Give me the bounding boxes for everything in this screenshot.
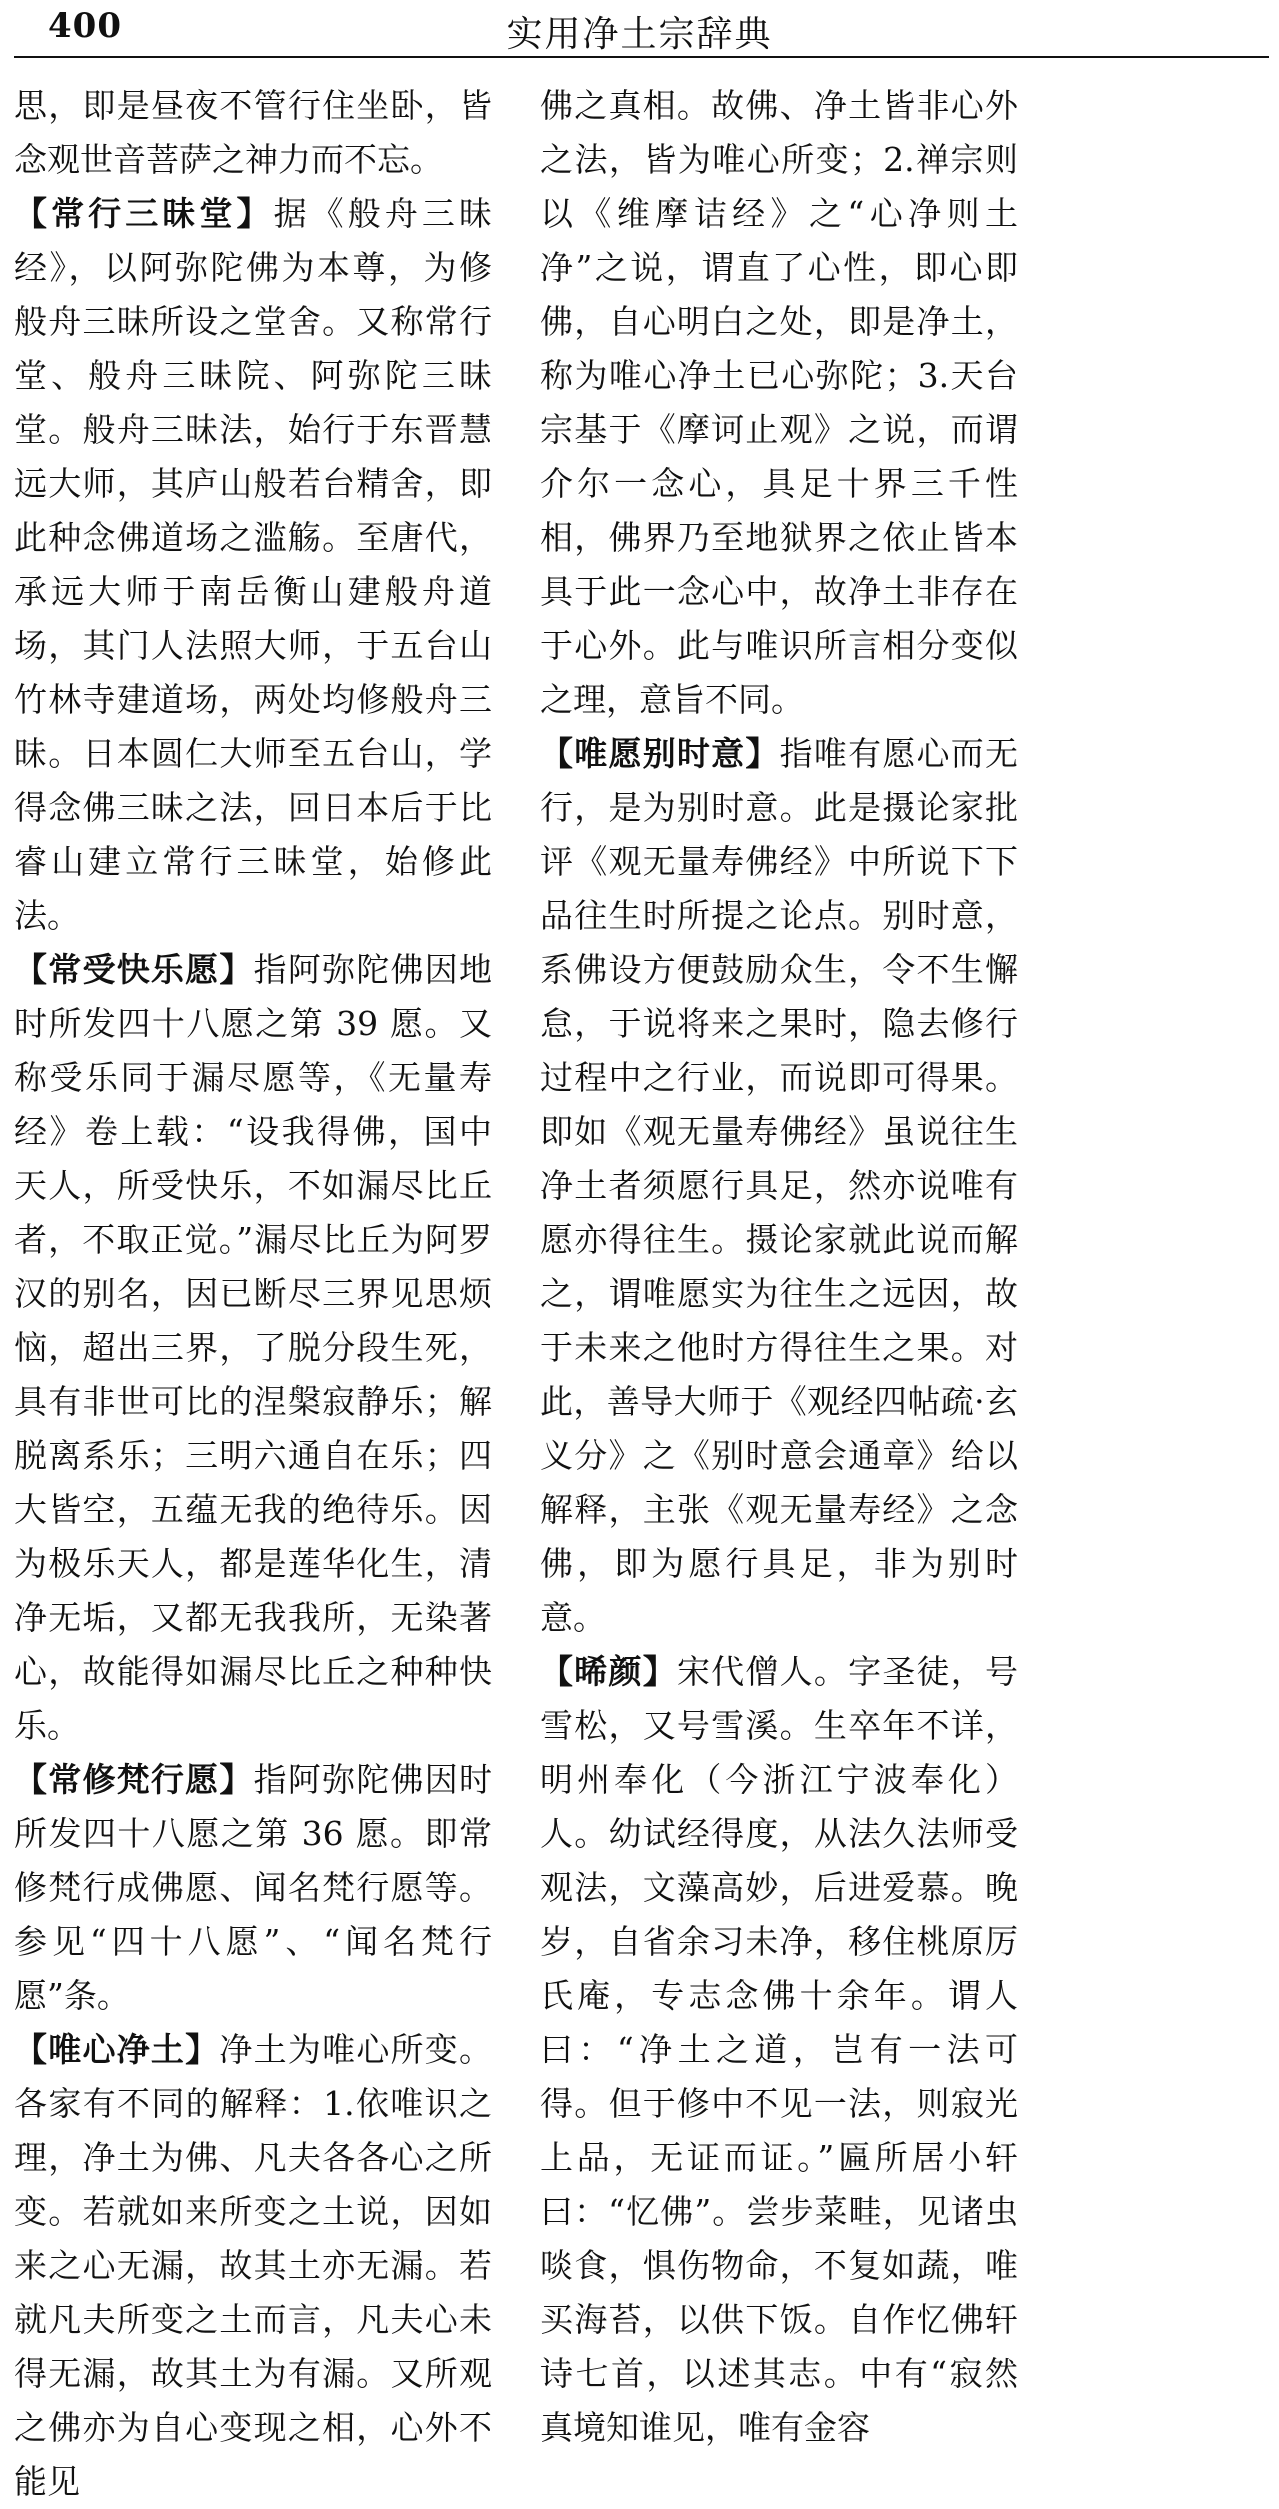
entry-text: 佛之真相。故佛、净土皆非心外之法，皆为唯心所变；2.禅宗则以《维摩诘经》之“心净则土净”之说，谓直了心性，即心即佛，自心明白之处，即是净土，称为唯心净土已心弥陀；3.天台宗基于《摩诃止观》之说，而谓介尔一念心，具足十界三千性相，佛界乃至地狱界之依止皆本具于此一念心中，故净土非存在于心外。此与唯识所言相分变似之理，意旨不同。 [540, 86, 1018, 719]
entry-headword: 【常修梵行愿】 [14, 1760, 254, 1799]
entry-text: 据《般舟三昧经》，以阿弥陀佛为本尊，为修般舟三昧所设之堂舍。又称常行堂、般舟三昧院、阿弥陀三昧堂。般舟三昧法，始行于东晋慧远大师，其庐山般若台精舍，即此种念佛道场之滥觞。至唐代，承远大师于南岳衡山建般舟道场，其门人法照大师，于五台山竹林寺建道场，两处均修般舟三昧。日本圆仁大师至五台山，学得念佛三昧之法，回日本后于比睿山建立常行三昧堂，始修此法。 [14, 194, 493, 935]
running-title: 实用净土宗辞典 [506, 14, 773, 55]
entry [14, 187, 492, 943]
entry-headword: 【晞颜】 [540, 1652, 677, 1691]
right-column [540, 79, 1018, 2455]
entry [540, 727, 1018, 1645]
entry-headword: 【常行三昧堂】 [14, 194, 274, 233]
entry-text: 指阿弥陀佛因地时所发四十八愿之第 39 愿。又称受乐同于漏尽愿等，《无量寿经》卷上载：“设我得佛，国中天人，所受快乐，不如漏尽比丘者，不取正觉。”漏尽比丘为阿罗汉的别名，因已断尽三界见思烦恼，超出三界，了脱分段生死，具有非世可比的涅槃寂静乐；解脱离系乐；三明六通自在乐；四大皆空，五蕴无我的绝待乐。因为极乐天人，都是莲华化生，清净无垢，又都无我我所，无染著心，故能得如漏尽比丘之种种快乐。 [14, 950, 493, 1745]
entry-text: 思，即是昼夜不管行住坐卧，皆念观世音菩萨之神力而不忘。 [14, 86, 492, 179]
entry-continuation [540, 79, 1018, 727]
page-header [0, 0, 1279, 62]
entry [540, 1645, 1018, 2455]
entry-text: 指唯有愿心而无行，是为别时意。此是摄论家批评《观无量寿佛经》中所说下下品往生时所提之论点。别时意，系佛设方便鼓励众生，令不生懈怠，于说将来之果时，隐去修行过程中之行业，而说即可得果。即如《观无量寿佛经》虽说往生净土者须愿行具足，然亦说唯有愿亦得往生。摄论家就此说而解之，谓唯愿实为往生之远因，故于未来之他时方得往生之果。对此，善导大师于《观经四帖疏·玄义分》之《别时意会通章》给以解释，主张《观无量寿经》之念佛，即为愿行具足，非为别时意。 [540, 734, 1019, 1637]
entry-headword: 【唯心净土】 [14, 2030, 220, 2069]
header-rule [14, 56, 1269, 58]
entry-headword: 【常受快乐愿】 [14, 950, 254, 989]
entry [14, 1753, 492, 2023]
page-number: 400 [48, 6, 122, 46]
entry-text: 宋代僧人。字圣徒，号雪松，又号雪溪。生卒年不详，明州奉化（今浙江宁波奉化）人。幼试经得度，从法久法师受观法，文藻高妙，后进爱慕。晚岁，自省余习未净，移住桃原厉氏庵，专志念佛十余年。谓人曰：“净土之道，岂有一法可得。但于修中不见一法，则寂光上品，无证而证。”匾所居小轩曰：“忆佛”。尝步菜畦，见诸虫啖食，惧伤物命，不复如蔬，唯买海苔，以供下饭。自作忆佛轩诗七首，以述其志。中有“寂然真境知谁见，唯有金容 [540, 1652, 1019, 2447]
entry-text: 指阿弥陀佛因时所发四十八愿之第 36 愿。即常修梵行成佛愿、闻名梵行愿等。参见“四十八愿”、“闻名梵行愿”条。 [14, 1760, 493, 2015]
entry [14, 2023, 492, 2509]
entry-continuation [14, 79, 492, 187]
entry [14, 943, 492, 1753]
entry-text: 净土为唯心所变。各家有不同的解释：1.依唯识之理，净土为佛、凡夫各各心之所变。若就如来所变之土说，因如来之心无漏，故其土亦无漏。若就凡夫所变之土而言，凡夫心未得无漏，故其土为有漏。又所观之佛亦为自心变现之相，心外不能见 [14, 2030, 493, 2501]
entry-headword: 【唯愿别时意】 [540, 734, 780, 773]
left-column [14, 79, 492, 2509]
